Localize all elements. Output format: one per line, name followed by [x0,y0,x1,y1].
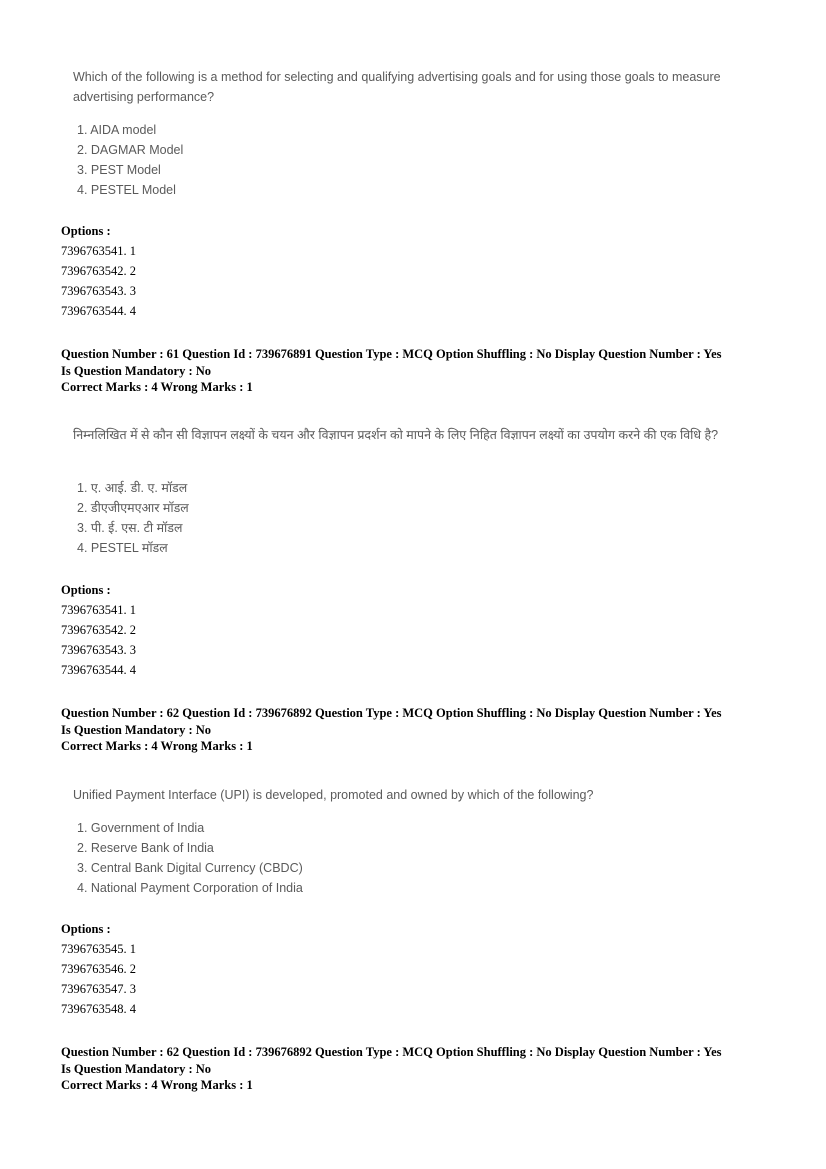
meta-line: Is Question Mandatory : No [61,1061,212,1076]
choice-item: 4. PESTEL Model [77,183,176,197]
option-item: 7396763543. 3 [61,284,136,298]
question-meta-62 [61,705,781,755]
options-label: Options : [61,583,111,597]
option-item: 7396763541. 1 [61,244,136,258]
question-text: निम्नलिखित में से कौन सी विज्ञापन लक्ष्यों के चयन और विज्ञापन प्रदर्शन को मापने के लिए निहित विज्ञापन लक्ष्यों का उपयोग करने की एक विधि है? [73,428,719,442]
meta-line: Correct Marks : 4 Wrong Marks : 1 [61,1078,253,1092]
choice-item: 4. National Payment Corporation of India [77,881,303,895]
options-list [61,939,136,1019]
choice-item: 3. Central Bank Digital Currency (CBDC) [77,861,303,875]
option-item: 7396763548. 4 [61,1002,136,1016]
option-item: 7396763545. 1 [61,942,136,956]
option-item: 7396763544. 4 [61,663,136,677]
question-meta-61 [61,346,781,396]
meta-line: Is Question Mandatory : No [61,722,212,737]
choice-item: 2. DAGMAR Model [77,143,184,157]
option-item: 7396763542. 2 [61,623,136,637]
choice-item: 4. PESTEL मॉडल [77,541,168,555]
choice-list [77,818,303,898]
choice-item: 2. डीएजीएमएआर मॉडल [77,501,189,515]
options-list [61,600,136,680]
options-list [61,241,136,321]
choice-item: 1. AIDA model [77,123,157,137]
option-item: 7396763547. 3 [61,982,136,996]
choice-item: 3. पी. ई. एस. टी मॉडल [77,521,183,535]
question-meta-62-repeat [61,1044,781,1094]
meta-line: Question Number : 62 Question Id : 739676892 Question Type : MCQ Option Shuffling : No Display Question Number : Yes [61,706,722,720]
question-text: Which of the following is a method for selecting and qualifying advertising goals and for using those goals to measure advertising performance? [73,70,721,104]
choice-item: 3. PEST Model [77,163,161,177]
meta-line: Question Number : 62 Question Id : 739676892 Question Type : MCQ Option Shuffling : No Display Question Number : Yes [61,1045,722,1059]
meta-line: Question Number : 61 Question Id : 739676891 Question Type : MCQ Option Shuffling : No Display Question Number : Yes [61,347,722,361]
option-item: 7396763541. 1 [61,603,136,617]
choice-list [77,478,189,558]
options-label: Options : [61,922,111,936]
option-item: 7396763542. 2 [61,264,136,278]
meta-line: Is Question Mandatory : No [61,363,212,378]
choice-list [77,120,183,200]
question-image-61 [73,425,773,555]
choice-item: 1. ए. आई. डी. ए. मॉडल [77,481,188,495]
option-item: 7396763546. 2 [61,962,136,976]
choice-item: 2. Reserve Bank of India [77,841,214,855]
choice-item: 1. Government of India [77,821,205,835]
options-label: Options : [61,224,111,238]
meta-line: Correct Marks : 4 Wrong Marks : 1 [61,739,253,753]
question-image-62 [73,785,778,895]
option-item: 7396763543. 3 [61,643,136,657]
question-text: Unified Payment Interface (UPI) is developed, promoted and owned by which of the following? [73,788,594,802]
option-item: 7396763544. 4 [61,304,136,318]
meta-line: Correct Marks : 4 Wrong Marks : 1 [61,380,253,394]
question-image-60 [73,67,778,197]
